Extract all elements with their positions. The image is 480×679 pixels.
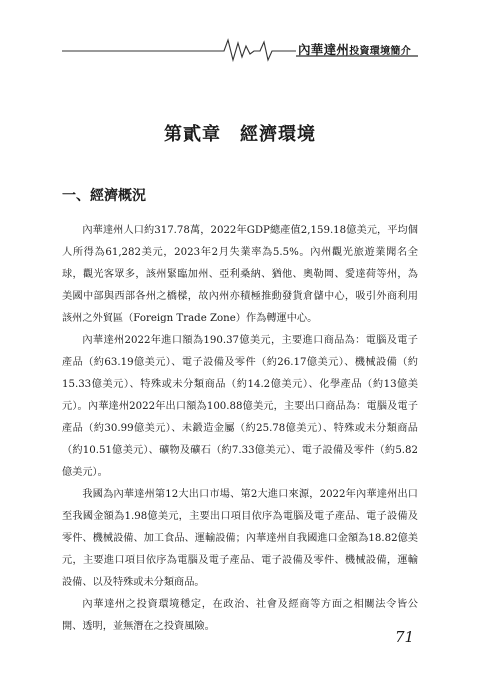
body-text bbox=[62, 220, 418, 638]
paragraph: 內華達州2022年進口額為190.37億美元，主要進口商品為：電腦及電子產品（約63.19億美元）、電子設備及零件（約26.17億美元）、機械設備（約15.33億美元）、特殊或未分類商品（約14.2億美元）、化學產品（約13億美元）。內華達州2022年出口額為100.88億美元，主要出口商品為：電腦及電子產品（約30.99億美元）、未鍛造金屬（約25.78億美元）、特殊或未分類商品（約10.51億美元）、礦物及礦石（約7.33億美元）、電子設備及零件（約5.82億美元）。 bbox=[62, 335, 418, 478]
header-title-sub: 投資環境簡介 bbox=[349, 46, 412, 57]
chapter-title: 第貳章 經濟環境 bbox=[164, 124, 316, 145]
running-header bbox=[0, 34, 480, 64]
paragraph: 內華達州人口約317.78萬，2022年GDP總產值2,159.18億美元，平均個人所得為61,282美元，2023年2月失業率為5.5%。內州觀光旅遊業聞名全球，觀光客眾多，該州緊臨加州、亞利桑納、猶他、奧勒岡、愛達荷等州，為美國中部與西部各州之橋樑，故內州亦積極推動發貨倉儲中心，吸引外商利用該州之外貿區（Foreign Trade Zone）作為轉運中心。 bbox=[62, 225, 418, 324]
header-title bbox=[298, 40, 411, 58]
section-heading: 一、經濟概況 bbox=[62, 188, 146, 204]
paragraph: 內華達州之投資環境穩定，在政治、社會及經商等方面之相關法令皆公開、透明，並無潛在之投資風險。 bbox=[62, 599, 418, 632]
paragraph: 我國為內華達州第12大出口市場、第2大進口來源，2022年內華達州出口至我國金額為1.98億美元，主要出口項目依序為電腦及電子產品、電子設備及零件、機械設備、加工食品、運輸設備；內華達州自我國進口金額為18.82億美元，主要進口項目依序為電腦及電子產品、電子設備及零件、機械設備，運輸設備、以及特殊或未分類商品。 bbox=[62, 489, 418, 588]
page-number: 71 bbox=[395, 628, 415, 646]
header-title-main: 內華達州 bbox=[298, 42, 350, 57]
